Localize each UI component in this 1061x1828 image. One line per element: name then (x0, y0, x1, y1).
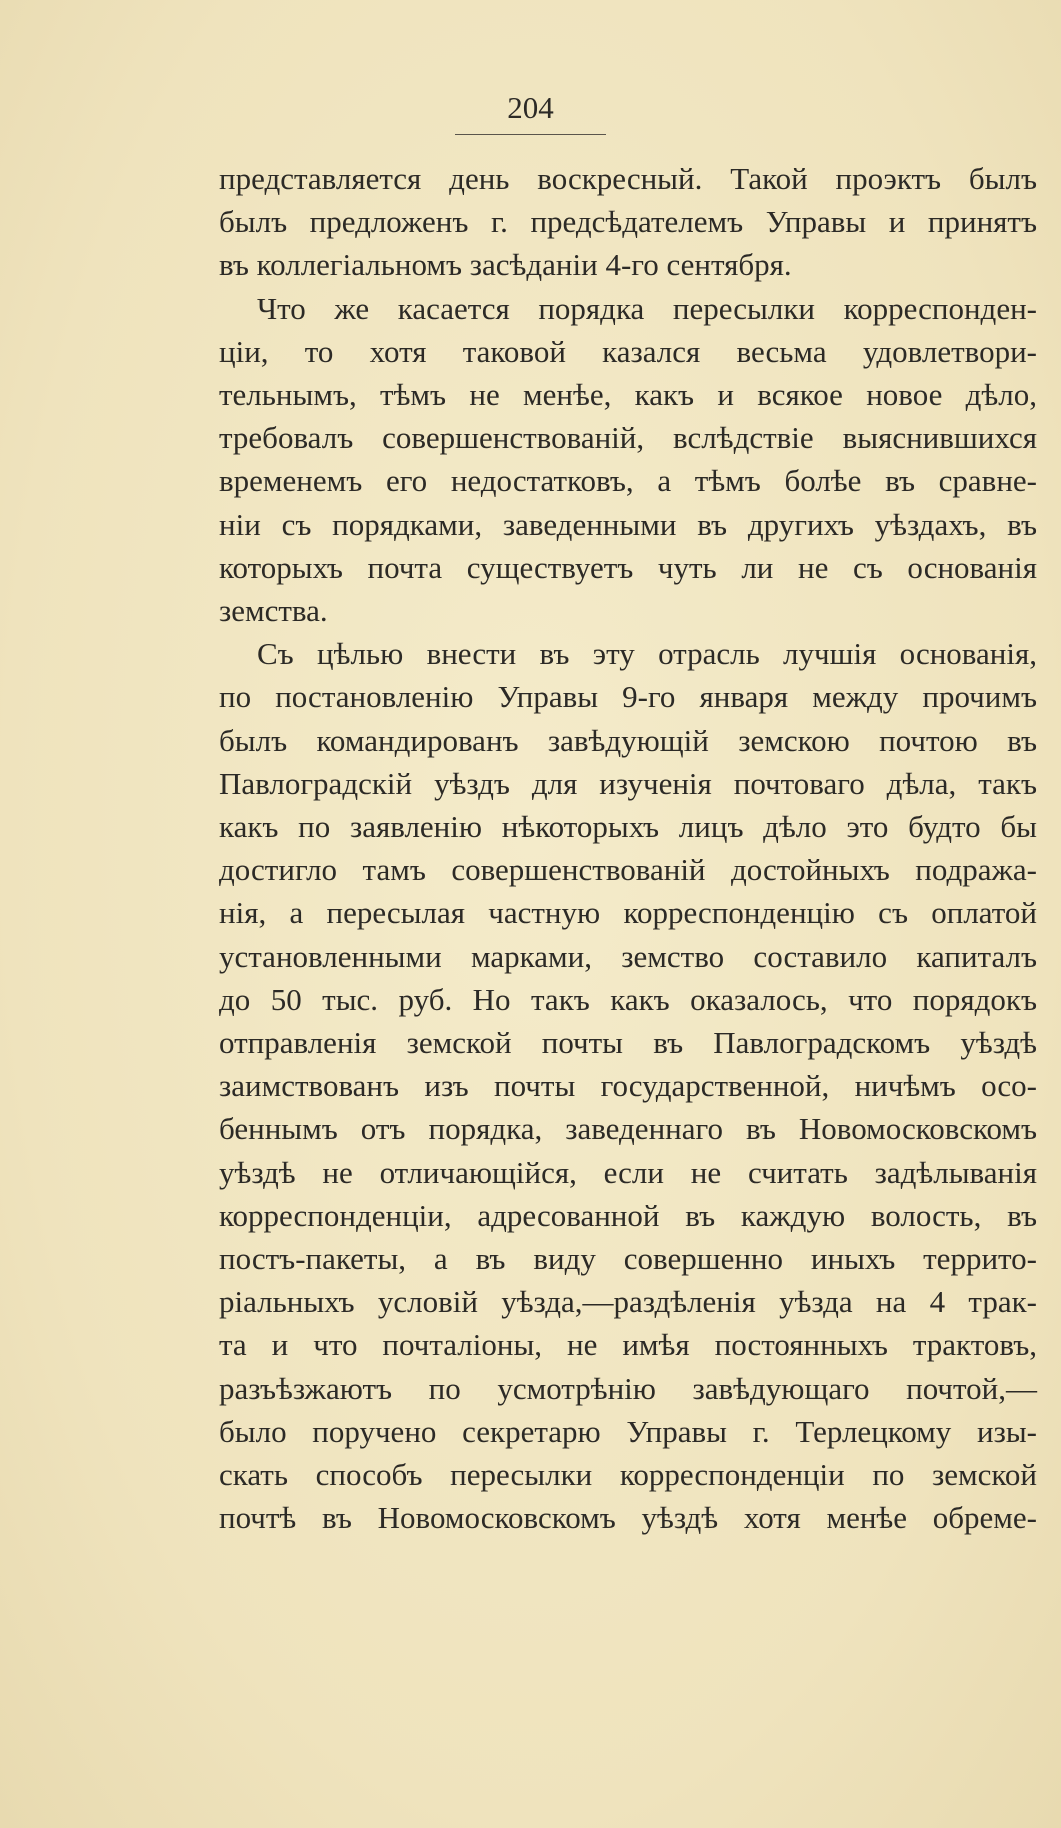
text-line: ріальныхъ условій уѣзда,—раздѣленія уѣзда на 4 трак- (219, 1284, 1037, 1320)
text-line: въ коллегіальномъ засѣданіи 4-го сентября. (219, 247, 792, 283)
text-line: былъ предложенъ г. предсѣдателемъ Управы и принятъ (219, 204, 1037, 240)
paragraph-1 (219, 157, 1037, 287)
paragraph-2 (219, 287, 1037, 633)
text-line: требовалъ совершенствованій, вслѣдствіе выяснившихся (219, 420, 1037, 456)
text-line: достигло тамъ совершенствованій достойныхъ подража- (219, 852, 1037, 888)
text-line: корреспонденціи, адресованной въ каждую волость, въ (219, 1197, 1037, 1233)
text-line: ціи, то хотя таковой казался весьма удовлетвори- (219, 333, 1037, 369)
text-line: до 50 тыс. руб. Но такъ какъ оказалось, что порядокъ (219, 981, 1037, 1017)
body-text (219, 157, 1037, 1540)
text-line: Павлоградскій уѣздъ для изученія почтоваго дѣла, такъ (219, 765, 1037, 801)
paragraph-3 (219, 632, 1037, 1539)
text-line: скать способъ пересылки корреспонденціи по земской (219, 1457, 1037, 1493)
text-line: былъ командированъ завѣдующій земскою почтою въ (219, 722, 1037, 758)
text-line: беннымъ отъ порядка, заведеннаго въ Новомосковскомъ (219, 1111, 1037, 1147)
text-line: ніи съ порядками, заведенными въ другихъ уѣздахъ, въ (219, 506, 1037, 542)
text-line: тельнымъ, тѣмъ не менѣе, какъ и всякое новое дѣло, (219, 377, 1037, 413)
text-line: отправленія земской почты въ Павлоградскомъ уѣздѣ (219, 1025, 1037, 1061)
text-line: Что же касается порядка пересылки корреспонден- (257, 290, 1037, 326)
text-line: та и что почталіоны, не имѣя постоянныхъ трактовъ, (219, 1327, 1037, 1363)
text-line: уѣздѣ не отличающійся, если не считать задѣлыванія (219, 1154, 1037, 1190)
text-line: почтѣ въ Новомосковскомъ уѣздѣ хотя менѣе обреме- (219, 1500, 1037, 1536)
text-line: разъѣзжаютъ по усмотрѣнію завѣдующаго почтой,— (219, 1370, 1037, 1406)
text-line: нія, а пересылая частную корреспонденцію съ оплатой (219, 895, 1037, 931)
text-line: установленными марками, земство составило капиталъ (219, 938, 1037, 974)
text-line: заимствованъ изъ почты государственной, ничѣмъ осо- (219, 1068, 1037, 1104)
text-line: представляется день воскресный. Такой проэктъ былъ (219, 161, 1037, 196)
text-line: земства. (219, 593, 328, 629)
text-line: постъ-пакеты, а въ виду совершенно иныхъ террито- (219, 1241, 1037, 1277)
text-line: Съ цѣлью внести въ эту отрасль лучшія основанія, (257, 636, 1037, 672)
text-line: было поручено секретарю Управы г. Терлецкому изы- (219, 1413, 1037, 1449)
page-header (0, 88, 1061, 135)
text-line: временемъ его недостатковъ, а тѣмъ болѣе въ сравне- (219, 463, 1037, 499)
page-number: 204 (455, 88, 606, 135)
text-line: по постановленію Управы 9-го января между прочимъ (219, 679, 1037, 715)
text-line: какъ по заявленію нѣкоторыхъ лицъ дѣло это будто бы (219, 809, 1037, 845)
text-line: которыхъ почта существуетъ чуть ли не съ основанія (219, 549, 1037, 585)
